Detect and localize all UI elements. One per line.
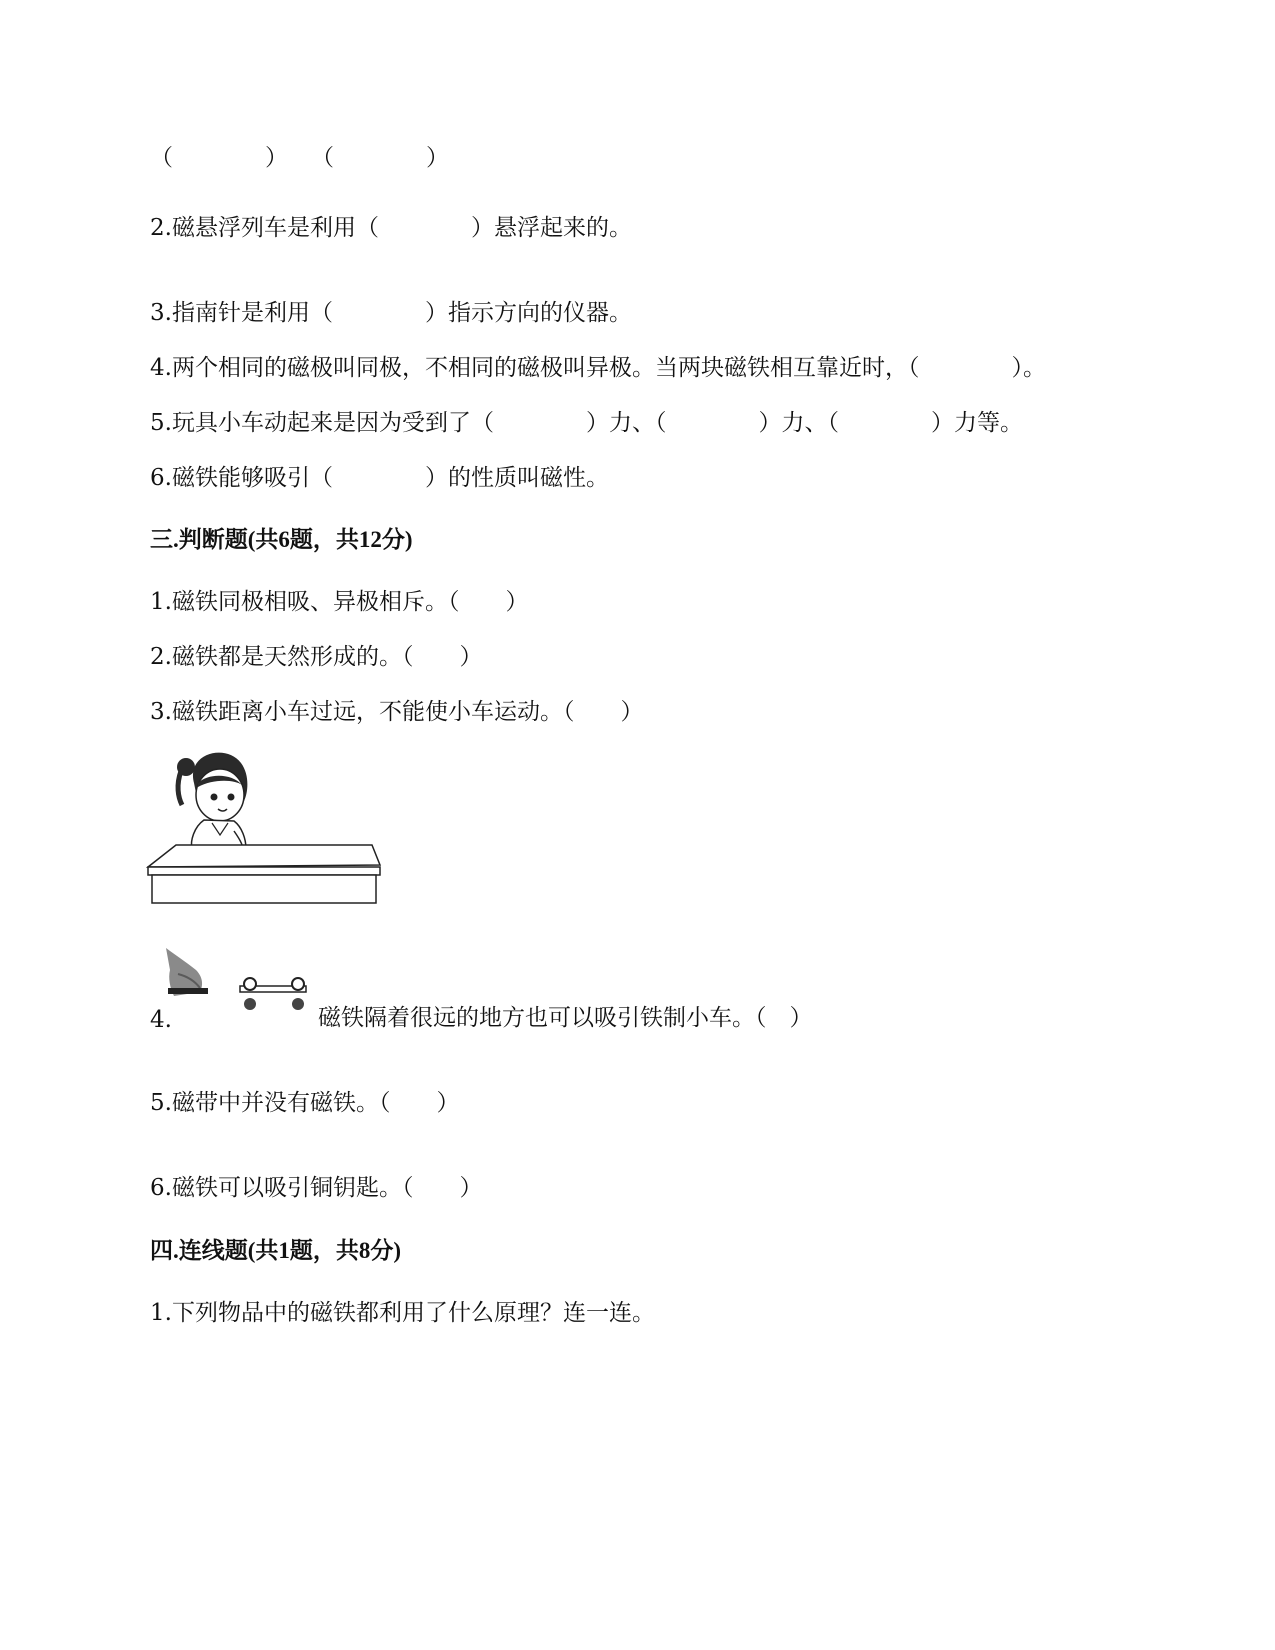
fill-in-q4: 4.两个相同的磁极叫同极，不相同的磁极叫异极。当两块磁铁相互靠近时，（ ）。 xyxy=(150,355,1046,381)
judgment-q1: 1.磁铁同极相吸、异极相斥。（ ） xyxy=(150,589,529,615)
judgment-q5: 5.磁带中并没有磁铁。（ ） xyxy=(150,1090,460,1116)
judgment-q6: 6.磁铁可以吸引铜钥匙。（ ） xyxy=(150,1175,483,1201)
judgment-q4-number: 4. xyxy=(150,1007,172,1033)
fill-in-q3: 3.指南针是利用（ ）指示方向的仪器。 xyxy=(150,300,632,326)
judgment-q2: 2.磁铁都是天然形成的。（ ） xyxy=(150,644,483,670)
fill-in-q1-tail: （ ） （ ） xyxy=(150,145,449,171)
matching-q1: 1.下列物品中的磁铁都利用了什么原理？连一连。 xyxy=(150,1300,655,1326)
fill-in-q2: 2.磁悬浮列车是利用（ ）悬浮起来的。 xyxy=(150,215,632,241)
fill-in-q5: 5.玩具小车动起来是因为受到了（ ）力、（ ）力、（ ）力等。 xyxy=(150,410,1023,436)
fill-in-q6: 6.磁铁能够吸引（ ）的性质叫磁性。 xyxy=(150,465,609,491)
hand-magnet-car-illustration xyxy=(160,948,312,1016)
judgment-q3: 3.磁铁距离小车过远，不能使小车运动。（ ） xyxy=(150,699,644,725)
girl-magnet-car-illustration xyxy=(146,745,386,910)
judgment-q4-text: 磁铁隔着很远的地方也可以吸引铁制小车。（ ） xyxy=(318,1005,813,1031)
matching-section-heading: 四.连线题(共1题，共8分) xyxy=(150,1238,402,1263)
judgment-section-heading: 三.判断题(共6题，共12分) xyxy=(150,527,413,552)
